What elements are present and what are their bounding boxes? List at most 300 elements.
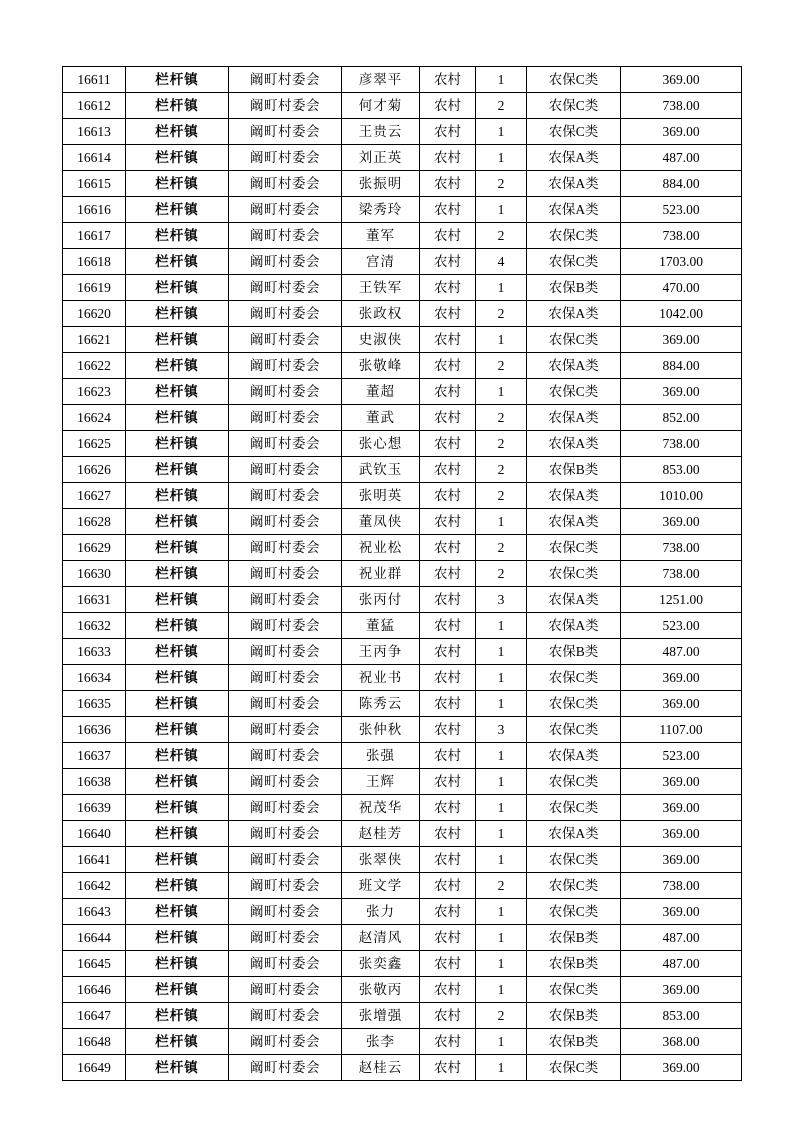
cell-town: 栏杆镇	[126, 275, 229, 301]
table-row	[63, 587, 742, 613]
cell-type: 农村	[420, 873, 476, 899]
cell-type: 农村	[420, 1029, 476, 1055]
cell-count: 2	[476, 405, 527, 431]
cell-village: 阚町村委会	[229, 119, 342, 145]
cell-village: 阚町村委会	[229, 1055, 342, 1081]
cell-id: 16636	[63, 717, 126, 743]
cell-count: 1	[476, 639, 527, 665]
cell-category: 农保C类	[527, 665, 621, 691]
cell-town: 栏杆镇	[126, 145, 229, 171]
cell-amount: 738.00	[621, 431, 742, 457]
cell-town: 栏杆镇	[126, 639, 229, 665]
table-row	[63, 67, 742, 93]
cell-town: 栏杆镇	[126, 509, 229, 535]
cell-village: 阚町村委会	[229, 171, 342, 197]
cell-amount: 1107.00	[621, 717, 742, 743]
table-row	[63, 665, 742, 691]
cell-type: 农村	[420, 431, 476, 457]
cell-id: 16635	[63, 691, 126, 717]
table-row	[63, 171, 742, 197]
cell-type: 农村	[420, 925, 476, 951]
cell-name: 王丙争	[342, 639, 420, 665]
cell-town: 栏杆镇	[126, 1055, 229, 1081]
cell-amount: 487.00	[621, 639, 742, 665]
cell-name: 赵桂云	[342, 1055, 420, 1081]
table-row	[63, 769, 742, 795]
cell-town: 栏杆镇	[126, 197, 229, 223]
cell-id: 16613	[63, 119, 126, 145]
cell-amount: 852.00	[621, 405, 742, 431]
cell-name: 张力	[342, 899, 420, 925]
cell-category: 农保A类	[527, 431, 621, 457]
cell-village: 阚町村委会	[229, 691, 342, 717]
cell-count: 2	[476, 353, 527, 379]
cell-town: 栏杆镇	[126, 223, 229, 249]
cell-name: 何才菊	[342, 93, 420, 119]
cell-amount: 369.00	[621, 509, 742, 535]
cell-id: 16640	[63, 821, 126, 847]
cell-village: 阚町村委会	[229, 483, 342, 509]
cell-type: 农村	[420, 743, 476, 769]
cell-town: 栏杆镇	[126, 431, 229, 457]
cell-amount: 369.00	[621, 847, 742, 873]
cell-type: 农村	[420, 223, 476, 249]
cell-name: 董猛	[342, 613, 420, 639]
cell-count: 1	[476, 197, 527, 223]
cell-id: 16633	[63, 639, 126, 665]
cell-count: 1	[476, 275, 527, 301]
cell-type: 农村	[420, 301, 476, 327]
cell-town: 栏杆镇	[126, 1003, 229, 1029]
cell-id: 16620	[63, 301, 126, 327]
cell-id: 16614	[63, 145, 126, 171]
cell-name: 王铁军	[342, 275, 420, 301]
cell-amount: 369.00	[621, 327, 742, 353]
table-row	[63, 821, 742, 847]
cell-village: 阚町村委会	[229, 223, 342, 249]
cell-type: 农村	[420, 899, 476, 925]
cell-type: 农村	[420, 327, 476, 353]
cell-id: 16628	[63, 509, 126, 535]
cell-category: 农保A类	[527, 613, 621, 639]
cell-count: 1	[476, 327, 527, 353]
cell-village: 阚町村委会	[229, 197, 342, 223]
cell-name: 王辉	[342, 769, 420, 795]
cell-town: 栏杆镇	[126, 743, 229, 769]
cell-category: 农保C类	[527, 67, 621, 93]
table-row	[63, 873, 742, 899]
cell-village: 阚町村委会	[229, 639, 342, 665]
cell-id: 16618	[63, 249, 126, 275]
cell-village: 阚町村委会	[229, 795, 342, 821]
table-row	[63, 275, 742, 301]
cell-category: 农保C类	[527, 977, 621, 1003]
cell-amount: 738.00	[621, 535, 742, 561]
cell-type: 农村	[420, 717, 476, 743]
cell-amount: 853.00	[621, 457, 742, 483]
cell-count: 1	[476, 1055, 527, 1081]
cell-town: 栏杆镇	[126, 925, 229, 951]
cell-count: 2	[476, 457, 527, 483]
cell-category: 农保C类	[527, 769, 621, 795]
cell-name: 张丙付	[342, 587, 420, 613]
cell-type: 农村	[420, 977, 476, 1003]
cell-name: 祝业群	[342, 561, 420, 587]
table-row	[63, 119, 742, 145]
cell-type: 农村	[420, 171, 476, 197]
cell-type: 农村	[420, 587, 476, 613]
table-row	[63, 379, 742, 405]
cell-village: 阚町村委会	[229, 821, 342, 847]
cell-category: 农保B类	[527, 639, 621, 665]
cell-amount: 369.00	[621, 665, 742, 691]
cell-category: 农保B类	[527, 457, 621, 483]
cell-amount: 1703.00	[621, 249, 742, 275]
cell-name: 张强	[342, 743, 420, 769]
cell-type: 农村	[420, 847, 476, 873]
cell-type: 农村	[420, 483, 476, 509]
cell-id: 16626	[63, 457, 126, 483]
table-row	[63, 561, 742, 587]
table-row	[63, 613, 742, 639]
cell-category: 农保C类	[527, 379, 621, 405]
table-row	[63, 249, 742, 275]
table-row	[63, 795, 742, 821]
cell-count: 1	[476, 769, 527, 795]
cell-id: 16648	[63, 1029, 126, 1055]
cell-village: 阚町村委会	[229, 145, 342, 171]
cell-id: 16629	[63, 535, 126, 561]
cell-village: 阚町村委会	[229, 925, 342, 951]
cell-id: 16631	[63, 587, 126, 613]
cell-amount: 487.00	[621, 145, 742, 171]
cell-name: 赵桂芳	[342, 821, 420, 847]
cell-category: 农保A类	[527, 171, 621, 197]
cell-category: 农保B类	[527, 275, 621, 301]
cell-village: 阚町村委会	[229, 535, 342, 561]
cell-village: 阚町村委会	[229, 899, 342, 925]
cell-count: 1	[476, 379, 527, 405]
table-row	[63, 1029, 742, 1055]
cell-id: 16611	[63, 67, 126, 93]
cell-id: 16627	[63, 483, 126, 509]
cell-amount: 369.00	[621, 795, 742, 821]
cell-count: 2	[476, 535, 527, 561]
cell-name: 王贵云	[342, 119, 420, 145]
cell-village: 阚町村委会	[229, 977, 342, 1003]
cell-category: 农保A类	[527, 145, 621, 171]
cell-town: 栏杆镇	[126, 613, 229, 639]
cell-id: 16616	[63, 197, 126, 223]
cell-town: 栏杆镇	[126, 353, 229, 379]
cell-type: 农村	[420, 951, 476, 977]
cell-count: 1	[476, 977, 527, 1003]
cell-category: 农保C类	[527, 691, 621, 717]
cell-count: 1	[476, 899, 527, 925]
cell-id: 16641	[63, 847, 126, 873]
cell-name: 彦翠平	[342, 67, 420, 93]
cell-type: 农村	[420, 769, 476, 795]
cell-type: 农村	[420, 353, 476, 379]
subsidy-table	[62, 66, 742, 1081]
cell-name: 梁秀玲	[342, 197, 420, 223]
cell-type: 农村	[420, 93, 476, 119]
cell-amount: 523.00	[621, 197, 742, 223]
table-row	[63, 457, 742, 483]
cell-amount: 1251.00	[621, 587, 742, 613]
cell-amount: 884.00	[621, 171, 742, 197]
cell-name: 赵清风	[342, 925, 420, 951]
table-row	[63, 509, 742, 535]
cell-name: 祝茂华	[342, 795, 420, 821]
cell-name: 董武	[342, 405, 420, 431]
cell-town: 栏杆镇	[126, 327, 229, 353]
cell-amount: 738.00	[621, 93, 742, 119]
cell-category: 农保C类	[527, 535, 621, 561]
table-row	[63, 327, 742, 353]
cell-category: 农保A类	[527, 197, 621, 223]
cell-count: 2	[476, 483, 527, 509]
cell-village: 阚町村委会	[229, 769, 342, 795]
cell-name: 张心想	[342, 431, 420, 457]
cell-town: 栏杆镇	[126, 67, 229, 93]
cell-id: 16623	[63, 379, 126, 405]
cell-category: 农保C类	[527, 795, 621, 821]
cell-category: 农保C类	[527, 1055, 621, 1081]
cell-amount: 369.00	[621, 769, 742, 795]
cell-id: 16615	[63, 171, 126, 197]
cell-town: 栏杆镇	[126, 769, 229, 795]
cell-amount: 523.00	[621, 613, 742, 639]
cell-category: 农保B类	[527, 925, 621, 951]
cell-count: 1	[476, 119, 527, 145]
cell-name: 董军	[342, 223, 420, 249]
cell-type: 农村	[420, 1055, 476, 1081]
cell-type: 农村	[420, 691, 476, 717]
cell-town: 栏杆镇	[126, 691, 229, 717]
cell-category: 农保C类	[527, 119, 621, 145]
cell-amount: 368.00	[621, 1029, 742, 1055]
cell-village: 阚町村委会	[229, 275, 342, 301]
cell-category: 农保A类	[527, 821, 621, 847]
cell-village: 阚町村委会	[229, 665, 342, 691]
cell-town: 栏杆镇	[126, 821, 229, 847]
cell-category: 农保A类	[527, 509, 621, 535]
cell-name: 董凤侠	[342, 509, 420, 535]
cell-type: 农村	[420, 561, 476, 587]
cell-village: 阚町村委会	[229, 379, 342, 405]
cell-category: 农保C类	[527, 873, 621, 899]
cell-village: 阚町村委会	[229, 405, 342, 431]
cell-count: 1	[476, 67, 527, 93]
cell-town: 栏杆镇	[126, 847, 229, 873]
cell-count: 1	[476, 509, 527, 535]
cell-count: 2	[476, 171, 527, 197]
cell-name: 张增强	[342, 1003, 420, 1029]
cell-name: 张仲秋	[342, 717, 420, 743]
cell-id: 16617	[63, 223, 126, 249]
cell-category: 农保C类	[527, 223, 621, 249]
cell-town: 栏杆镇	[126, 795, 229, 821]
table-row	[63, 951, 742, 977]
table-row	[63, 145, 742, 171]
cell-town: 栏杆镇	[126, 561, 229, 587]
cell-type: 农村	[420, 613, 476, 639]
cell-amount: 738.00	[621, 561, 742, 587]
cell-category: 农保A类	[527, 587, 621, 613]
cell-type: 农村	[420, 379, 476, 405]
cell-amount: 487.00	[621, 925, 742, 951]
table-row	[63, 691, 742, 717]
cell-count: 3	[476, 587, 527, 613]
cell-category: 农保C类	[527, 847, 621, 873]
cell-town: 栏杆镇	[126, 717, 229, 743]
cell-village: 阚町村委会	[229, 457, 342, 483]
cell-name: 张奕鑫	[342, 951, 420, 977]
cell-type: 农村	[420, 1003, 476, 1029]
cell-amount: 369.00	[621, 691, 742, 717]
table-row	[63, 1003, 742, 1029]
table-row	[63, 197, 742, 223]
cell-amount: 369.00	[621, 821, 742, 847]
table-body	[63, 67, 742, 1081]
cell-id: 16639	[63, 795, 126, 821]
cell-amount: 369.00	[621, 67, 742, 93]
cell-amount: 1042.00	[621, 301, 742, 327]
cell-name: 陈秀云	[342, 691, 420, 717]
cell-amount: 1010.00	[621, 483, 742, 509]
cell-name: 张政权	[342, 301, 420, 327]
table-row	[63, 535, 742, 561]
cell-count: 1	[476, 795, 527, 821]
cell-name: 刘正英	[342, 145, 420, 171]
cell-town: 栏杆镇	[126, 977, 229, 1003]
cell-category: 农保C类	[527, 327, 621, 353]
cell-amount: 853.00	[621, 1003, 742, 1029]
table-row	[63, 717, 742, 743]
cell-count: 1	[476, 691, 527, 717]
table-row	[63, 483, 742, 509]
cell-amount: 369.00	[621, 379, 742, 405]
cell-village: 阚町村委会	[229, 873, 342, 899]
cell-village: 阚町村委会	[229, 1003, 342, 1029]
cell-amount: 738.00	[621, 223, 742, 249]
cell-village: 阚町村委会	[229, 613, 342, 639]
cell-town: 栏杆镇	[126, 119, 229, 145]
cell-type: 农村	[420, 197, 476, 223]
cell-amount: 369.00	[621, 1055, 742, 1081]
cell-type: 农村	[420, 457, 476, 483]
cell-name: 祝业松	[342, 535, 420, 561]
cell-type: 农村	[420, 405, 476, 431]
cell-id: 16638	[63, 769, 126, 795]
cell-type: 农村	[420, 665, 476, 691]
cell-id: 16621	[63, 327, 126, 353]
cell-type: 农村	[420, 249, 476, 275]
cell-id: 16637	[63, 743, 126, 769]
cell-type: 农村	[420, 535, 476, 561]
cell-town: 栏杆镇	[126, 899, 229, 925]
cell-village: 阚町村委会	[229, 301, 342, 327]
cell-name: 史淑侠	[342, 327, 420, 353]
cell-amount: 487.00	[621, 951, 742, 977]
cell-id: 16612	[63, 93, 126, 119]
cell-town: 栏杆镇	[126, 587, 229, 613]
cell-id: 16643	[63, 899, 126, 925]
cell-village: 阚町村委会	[229, 67, 342, 93]
cell-name: 张敬峰	[342, 353, 420, 379]
cell-town: 栏杆镇	[126, 301, 229, 327]
cell-name: 张翠侠	[342, 847, 420, 873]
table-row	[63, 1055, 742, 1081]
cell-village: 阚町村委会	[229, 847, 342, 873]
cell-village: 阚町村委会	[229, 93, 342, 119]
cell-town: 栏杆镇	[126, 873, 229, 899]
cell-amount: 470.00	[621, 275, 742, 301]
cell-category: 农保B类	[527, 1029, 621, 1055]
cell-name: 张李	[342, 1029, 420, 1055]
cell-count: 1	[476, 743, 527, 769]
cell-id: 16632	[63, 613, 126, 639]
cell-name: 董超	[342, 379, 420, 405]
cell-village: 阚町村委会	[229, 249, 342, 275]
cell-count: 1	[476, 665, 527, 691]
cell-category: 农保A类	[527, 483, 621, 509]
cell-amount: 523.00	[621, 743, 742, 769]
cell-name: 祝业书	[342, 665, 420, 691]
cell-count: 1	[476, 925, 527, 951]
cell-amount: 369.00	[621, 977, 742, 1003]
cell-count: 3	[476, 717, 527, 743]
cell-id: 16647	[63, 1003, 126, 1029]
cell-category: 农保A类	[527, 743, 621, 769]
cell-amount: 738.00	[621, 873, 742, 899]
cell-id: 16649	[63, 1055, 126, 1081]
cell-category: 农保A类	[527, 405, 621, 431]
cell-id: 16642	[63, 873, 126, 899]
cell-town: 栏杆镇	[126, 951, 229, 977]
table-row	[63, 847, 742, 873]
cell-count: 2	[476, 873, 527, 899]
cell-category: 农保C类	[527, 561, 621, 587]
cell-town: 栏杆镇	[126, 249, 229, 275]
cell-count: 1	[476, 145, 527, 171]
cell-category: 农保C类	[527, 899, 621, 925]
cell-amount: 369.00	[621, 899, 742, 925]
cell-category: 农保B类	[527, 951, 621, 977]
cell-id: 16619	[63, 275, 126, 301]
cell-town: 栏杆镇	[126, 171, 229, 197]
cell-town: 栏杆镇	[126, 535, 229, 561]
cell-village: 阚町村委会	[229, 327, 342, 353]
table-row	[63, 223, 742, 249]
cell-count: 4	[476, 249, 527, 275]
cell-category: 农保C类	[527, 93, 621, 119]
cell-id: 16624	[63, 405, 126, 431]
cell-name: 张振明	[342, 171, 420, 197]
table-row	[63, 301, 742, 327]
cell-name: 武钦玉	[342, 457, 420, 483]
cell-category: 农保B类	[527, 1003, 621, 1029]
table-row	[63, 405, 742, 431]
cell-type: 农村	[420, 119, 476, 145]
cell-amount: 369.00	[621, 119, 742, 145]
cell-village: 阚町村委会	[229, 743, 342, 769]
cell-type: 农村	[420, 639, 476, 665]
cell-count: 2	[476, 431, 527, 457]
cell-count: 1	[476, 951, 527, 977]
table-row	[63, 977, 742, 1003]
